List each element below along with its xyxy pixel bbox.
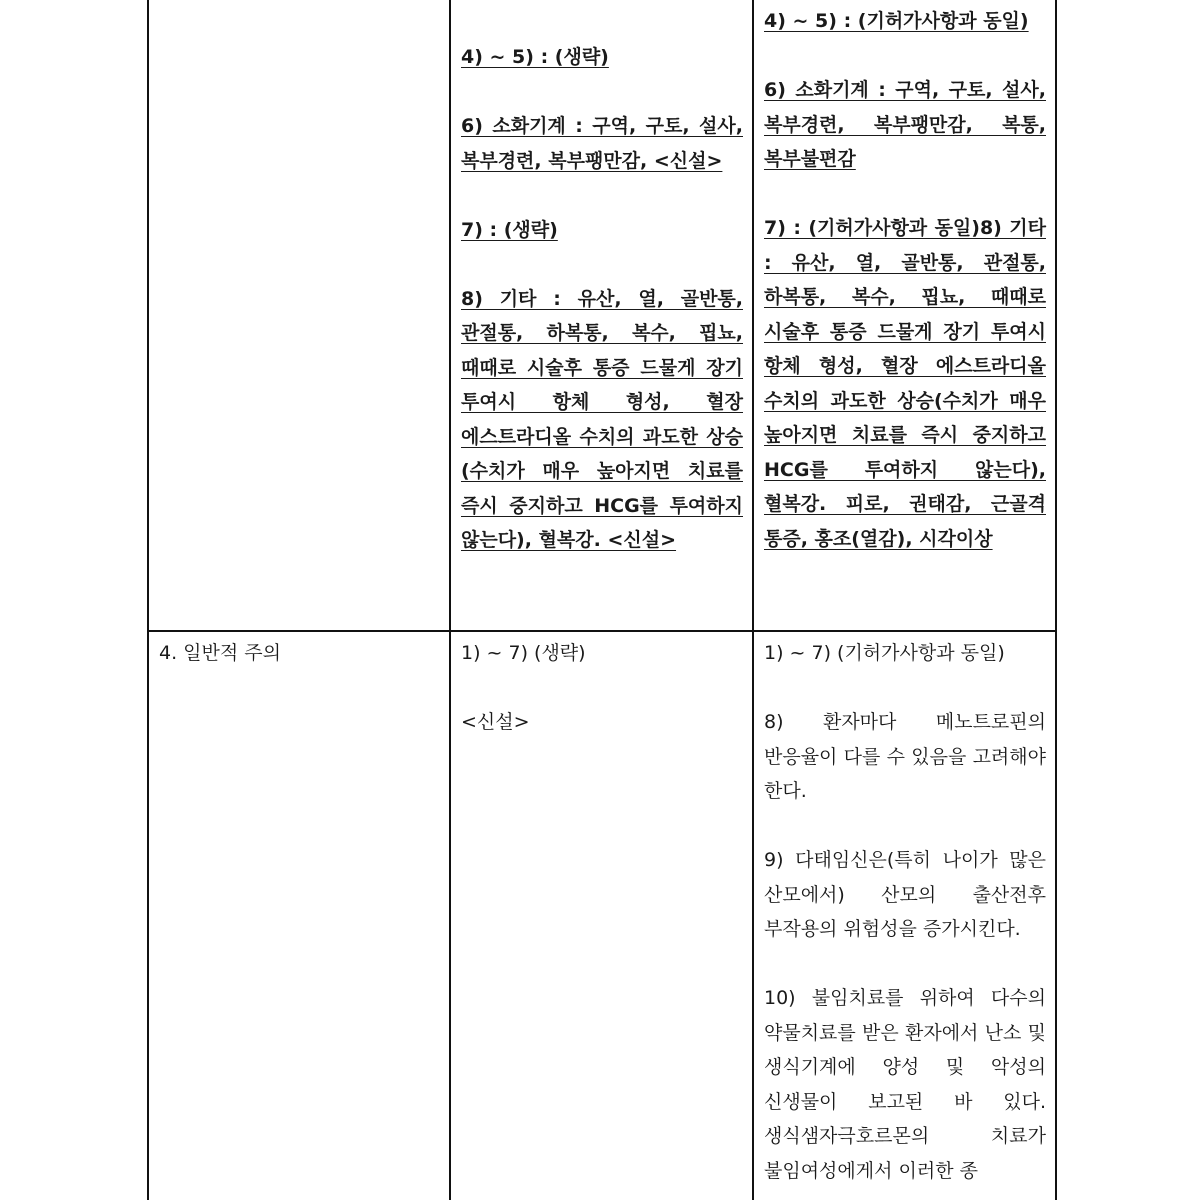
- table-border-right: [1055, 0, 1057, 1200]
- row2-col3-cell: [764, 632, 1046, 1188]
- table-border-col2: [449, 0, 451, 1200]
- row2-col1-cell: [159, 632, 439, 671]
- row2-col3-para-3: 9) 다태임신은(특히 나이가 많은 산모에서) 산모의 출산전후 부작용의 위험성을 증가시킨다.: [764, 849, 1046, 940]
- row1-col3-cell: [764, 4, 1046, 556]
- row2-col2-para-2: <신설>: [461, 711, 530, 733]
- row2-col3-para-1: 1) ~ 7) (기허가사항과 동일): [764, 642, 1005, 664]
- row1-col3-para-1: 4) ~ 5) : (기허가사항과 동일): [764, 10, 1029, 32]
- section-heading-general-precautions: 4. 일반적 주의: [159, 642, 281, 664]
- table-border-col3: [752, 0, 754, 1200]
- row1-col2-para-4: 8) 기타 : 유산, 열, 골반통, 관절통, 하복통, 복수, 핍뇨, 때때로 시술후 통증 드물게 장기 투여시 항체 형성, 혈장 에스트라디올 수치의 과도한 상승(수치가 매우 높아지면 치료를 즉시 중지하고 HCG를 투여하지 않는다), 혈복강. <신설>: [461, 287, 743, 551]
- row1-col2-para-2: 6) 소화기계 : 구역, 구토, 설사, 복부경련, 복부팽만감, <신설>: [461, 115, 743, 172]
- row1-col3-para-3: 7) : (기허가사항과 동일)8) 기타 : 유산, 열, 골반통, 관절통, 하복통, 복수, 핍뇨, 때때로 시술후 통증 드물게 장기 투여시 항체 형성, 혈장 에스트라디올 수치의 과도한 상승(수치가 매우 높아지면 치료를 즉시 중지하고 HCG를 투여하지 않는다), 혈복강. 피로, 권태감, 근골격 통증, 홍조(열감), 시각이상: [764, 217, 1046, 550]
- row2-col3-para-4: 10) 불임치료를 위하여 다수의 약물치료를 받은 환자에서 난소 및 생식기계에 양성 및 악성의 신생물이 보고된 바 있다. 생식샘자극호르몬의 치료가 불임여성에게서 이러한 종: [764, 987, 1046, 1182]
- row2-col2-para-1: 1) ~ 7) (생략): [461, 642, 586, 664]
- row2-col2-cell: [461, 632, 743, 740]
- row1-col2-cell: [461, 40, 743, 558]
- row1-col3-para-2: 6) 소화기계 : 구역, 구토, 설사, 복부경련, 복부팽만감, 복통, 복부불편감: [764, 79, 1046, 170]
- row2-col3-para-2: 8) 환자마다 메노트로핀의 반응율이 다를 수 있음을 고려해야 한다.: [764, 711, 1046, 802]
- row1-col2-para-3: 7) : (생략): [461, 218, 558, 241]
- row1-col2-para-1: 4) ~ 5) : (생략): [461, 46, 609, 68]
- table-border-left: [147, 0, 149, 1200]
